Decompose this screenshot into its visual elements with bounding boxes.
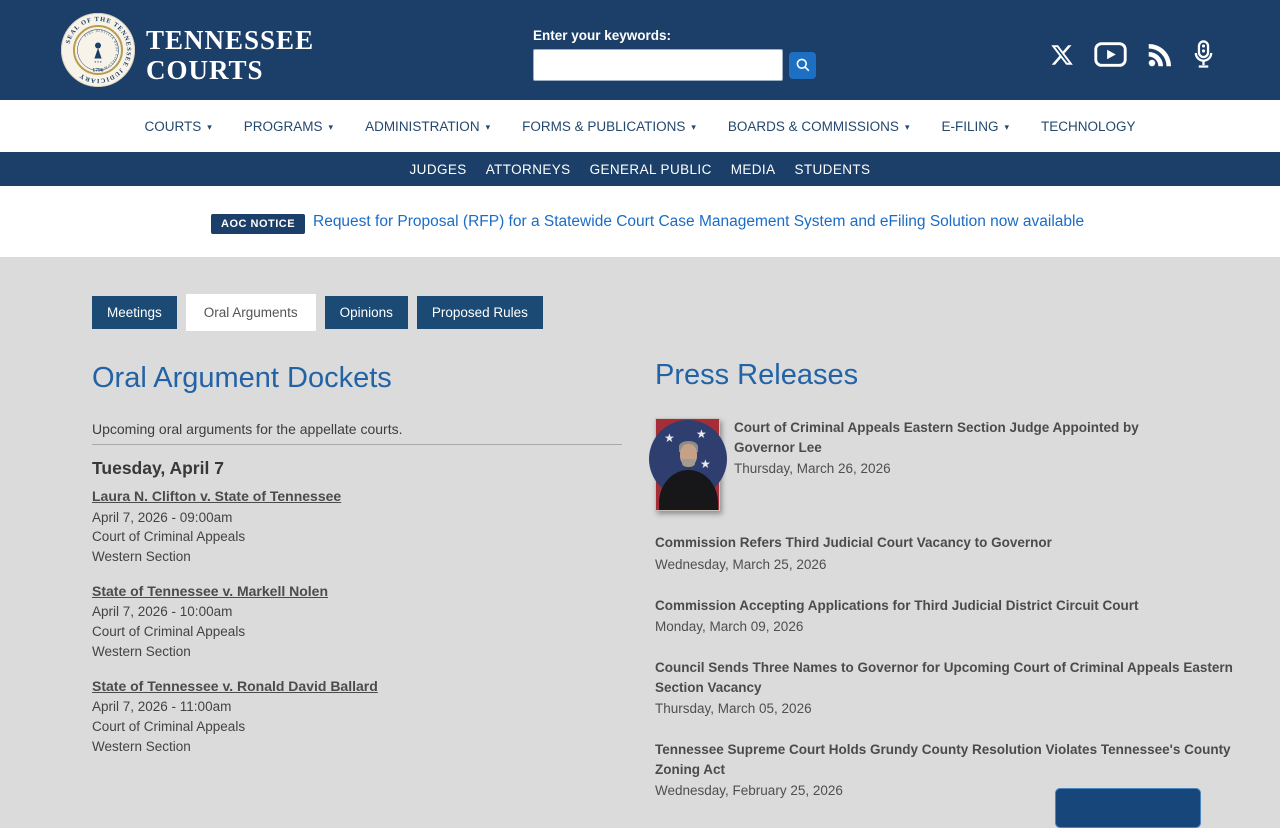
nav-item-administration[interactable]: ADMINISTRATION ▾	[365, 118, 491, 134]
svg-text:1796: 1796	[92, 67, 104, 74]
youtube-icon	[1094, 42, 1127, 67]
case-title-link[interactable]: Laura N. Clifton v. State of Tennessee	[92, 488, 342, 504]
chevron-down-icon: ▾	[1004, 121, 1010, 132]
audience-navigation	[0, 152, 1280, 186]
main-content	[0, 257, 1280, 800]
search-label: Enter your keywords:	[533, 28, 672, 43]
podcast-social-link[interactable]	[1193, 40, 1214, 69]
x-social-link[interactable]	[1050, 43, 1074, 67]
audience-nav-attorneys[interactable]: ATTORNEYS	[485, 161, 571, 177]
nav-item-efiling[interactable]: E-FILING ▾	[941, 118, 1010, 134]
flag-star-icon: ★	[664, 431, 675, 445]
aoc-notice-badge: AOC NOTICE	[211, 214, 305, 234]
docket-day-heading: Tuesday, April 7	[92, 458, 224, 478]
case-section: Western Section	[92, 643, 191, 659]
nav-item-courts[interactable]: COURTS ▾	[144, 118, 212, 134]
case-court: Court of Criminal Appeals	[92, 719, 246, 735]
oral-argument-dockets-title: Oral Argument Dockets	[92, 362, 392, 394]
case-court: Court of Criminal Appeals	[92, 624, 246, 640]
rss-social-link[interactable]	[1147, 42, 1173, 68]
oral-argument-dockets-section	[92, 360, 622, 754]
tennessee-judiciary-seal-logo[interactable]	[60, 12, 136, 88]
press-release-title-link[interactable]: Council Sends Three Names to Governor for Upcoming Court of Criminal Appeals Eastern Section Vacancy	[655, 660, 1233, 695]
docket-case	[92, 487, 622, 567]
chevron-down-icon: ▾	[207, 121, 212, 132]
press-release-date: Thursday, March 26, 2026	[734, 461, 891, 476]
press-release-title-link[interactable]: Tennessee Supreme Court Holds Grundy County Resolution Violates Tennessee's County Zoning Act	[655, 742, 1231, 777]
svg-text:SEAL OF THE TENNESSEE JUDICIAR: SEAL OF THE TENNESSEE JUDICIARY	[64, 15, 133, 85]
notice-link[interactable]: Request for Proposal (RFP) for a Statewide Court Case Management System and eFiling Solution now available	[313, 213, 1085, 230]
flag-star-icon: ★	[696, 427, 707, 441]
youtube-social-link[interactable]	[1094, 42, 1127, 67]
notice-bar	[0, 186, 1280, 257]
press-release-date: Monday, March 09, 2026	[655, 619, 804, 634]
site-title[interactable]	[146, 25, 314, 85]
search-input[interactable]	[533, 49, 783, 81]
chevron-down-icon: ▾	[904, 121, 910, 132]
rss-icon	[1147, 42, 1173, 68]
press-release-date: Wednesday, February 25, 2026	[655, 783, 843, 798]
search-button[interactable]	[789, 52, 816, 79]
tab-proposed-rules[interactable]: Proposed Rules	[417, 296, 543, 329]
nav-item-forms-publications[interactable]: FORMS & PUBLICATIONS ▾	[522, 118, 696, 134]
press-release-item	[655, 533, 1247, 574]
search-icon	[795, 57, 811, 73]
podcast-mic-icon	[1193, 40, 1214, 69]
nav-item-boards-commissions[interactable]: BOARDS & COMMISSIONS ▾	[727, 118, 910, 134]
tab-oral-arguments[interactable]: Oral Arguments	[186, 294, 316, 331]
press-releases-section	[655, 357, 1247, 800]
x-icon	[1050, 43, 1074, 67]
press-release-date: Wednesday, March 25, 2026	[655, 556, 827, 572]
content-tabs	[92, 296, 543, 331]
press-release-title-link[interactable]: Court of Criminal Appeals Eastern Section Judge Appointed by Governor Lee	[734, 420, 1139, 455]
tab-meetings[interactable]: Meetings	[92, 296, 177, 329]
svg-text:• • •: • • •	[94, 59, 102, 65]
main-navigation	[0, 100, 1280, 152]
chevron-down-icon: ▾	[691, 121, 696, 132]
case-court: Court of Criminal Appeals	[92, 529, 246, 545]
press-releases-title: Press Releases	[655, 359, 859, 391]
tab-opinions[interactable]: Opinions	[325, 296, 408, 329]
svg-text:FIAT JUSTITIA RUAT COELUM: FIAT JUSTITIA RUAT COELUM	[83, 28, 120, 71]
audience-nav-media[interactable]: MEDIA	[730, 161, 776, 177]
case-section: Western Section	[92, 738, 191, 754]
site-header	[0, 0, 1280, 100]
press-releases-more-button-partial[interactable]	[1055, 788, 1201, 828]
docket-case	[92, 582, 622, 662]
case-datetime: April 7, 2026 - 10:00am	[92, 604, 233, 620]
docket-case	[92, 677, 622, 757]
nav-item-programs[interactable]: PROGRAMS ▾	[243, 118, 334, 134]
press-release-date: Thursday, March 05, 2026	[655, 701, 812, 716]
social-links	[1050, 40, 1214, 69]
press-release-item	[655, 658, 1247, 718]
judge-portrait-photo[interactable]	[655, 418, 720, 511]
press-release-title-link[interactable]: Commission Refers Third Judicial Court Vacancy to Governor	[655, 535, 1052, 550]
nav-item-technology[interactable]: TECHNOLOGY	[1041, 118, 1136, 134]
divider	[92, 444, 622, 445]
press-release-item	[655, 418, 1247, 511]
audience-nav-judges[interactable]: JUDGES	[409, 161, 467, 177]
site-search	[533, 28, 816, 81]
case-datetime: April 7, 2026 - 09:00am	[92, 509, 233, 525]
case-datetime: April 7, 2026 - 11:00am	[92, 699, 232, 715]
chevron-down-icon: ▾	[485, 121, 491, 132]
chevron-down-icon: ▾	[328, 121, 334, 132]
site-title-line1: TENNESSEE	[146, 25, 315, 55]
case-title-link[interactable]: State of Tennessee v. Ronald David Ballard	[92, 677, 378, 694]
oral-argument-subtitle: Upcoming oral arguments for the appellate courts.	[92, 421, 403, 437]
audience-nav-general-public[interactable]: GENERAL PUBLIC	[589, 161, 712, 177]
audience-nav-students[interactable]: STUDENTS	[794, 161, 871, 177]
press-release-title-link[interactable]: Commission Accepting Applications for Third Judicial District Circuit Court	[655, 597, 1139, 613]
case-section: Western Section	[92, 549, 191, 565]
case-title-link[interactable]: State of Tennessee v. Markell Nolen	[92, 582, 329, 599]
press-release-item	[655, 596, 1247, 637]
flag-star-icon: ★	[700, 457, 711, 471]
site-title-line2: COURTS	[146, 55, 264, 85]
